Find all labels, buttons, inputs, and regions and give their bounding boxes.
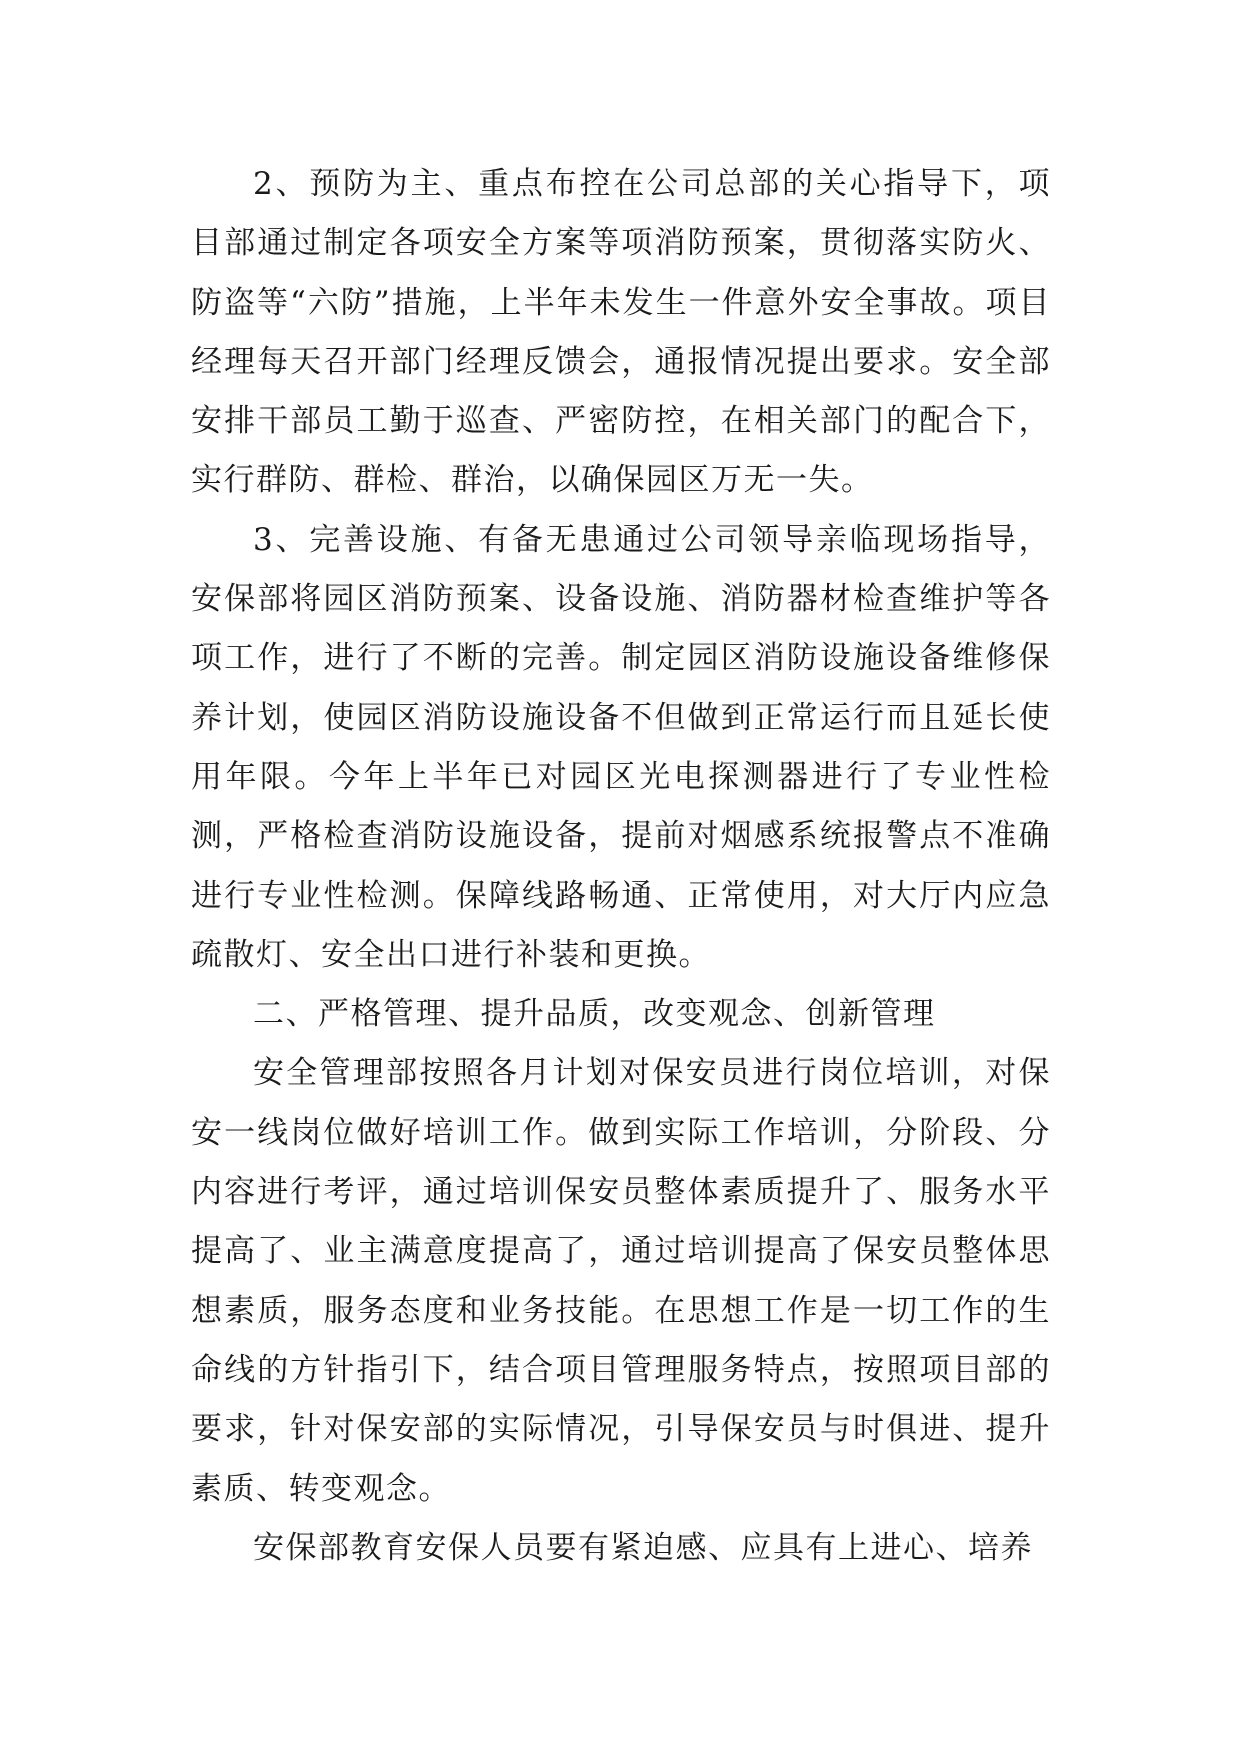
section-heading-management: 二、严格管理、提升品质，改变观念、创新管理 (253, 996, 936, 1033)
paragraph-education: 安保部教育安保人员要有紧迫感、应具有上进心、培养 (253, 1529, 1033, 1566)
paragraph-prevention: 2、预防为主、重点布控在公司总部的关心指导下，项目部通过制定各项安全方案等项消防预案，贯彻落实防火、防盗等“六防”措施，上半年未发生一件意外安全事故。项目经理每天召开部门经理反馈会，通报情况提出要求。安全部安排干部员工勤于巡查、严密防控，在相关部门的配合下，实行群防、群检、群治，以确保园区万无一失。 (191, 166, 1051, 499)
document-body (191, 155, 1051, 1578)
paragraph-facilities: 3、完善设施、有备无患通过公司领导亲临现场指导，安保部将园区消防预案、设备设施、消防器材检查维护等各项工作，进行了不断的完善。制定园区消防设施设备维修保养计划，使园区消防设施设备不但做到正常运行而且延长使用年限。今年上半年已对园区光电探测器进行了专业性检测，严格检查消防设施设备，提前对烟感系统报警点不准确进行专业性检测。保障线路畅通、正常使用，对大厅内应急疏散灯、安全出口进行补装和更换。 (191, 521, 1051, 973)
paragraph-training: 安全管理部按照各月计划对保安员进行岗位培训，对保安一线岗位做好培训工作。做到实际工作培训，分阶段、分内容进行考评，通过培训保安员整体素质提升了、服务水平提高了、业主满意度提高了，通过培训提高了保安员整体思想素质，服务态度和业务技能。在思想工作是一切工作的生命线的方针指引下，结合项目管理服务特点，按照项目部的要求，针对保安部的实际情况，引导保安员与时俱进、提升素质、转变观念。 (191, 1055, 1051, 1507)
